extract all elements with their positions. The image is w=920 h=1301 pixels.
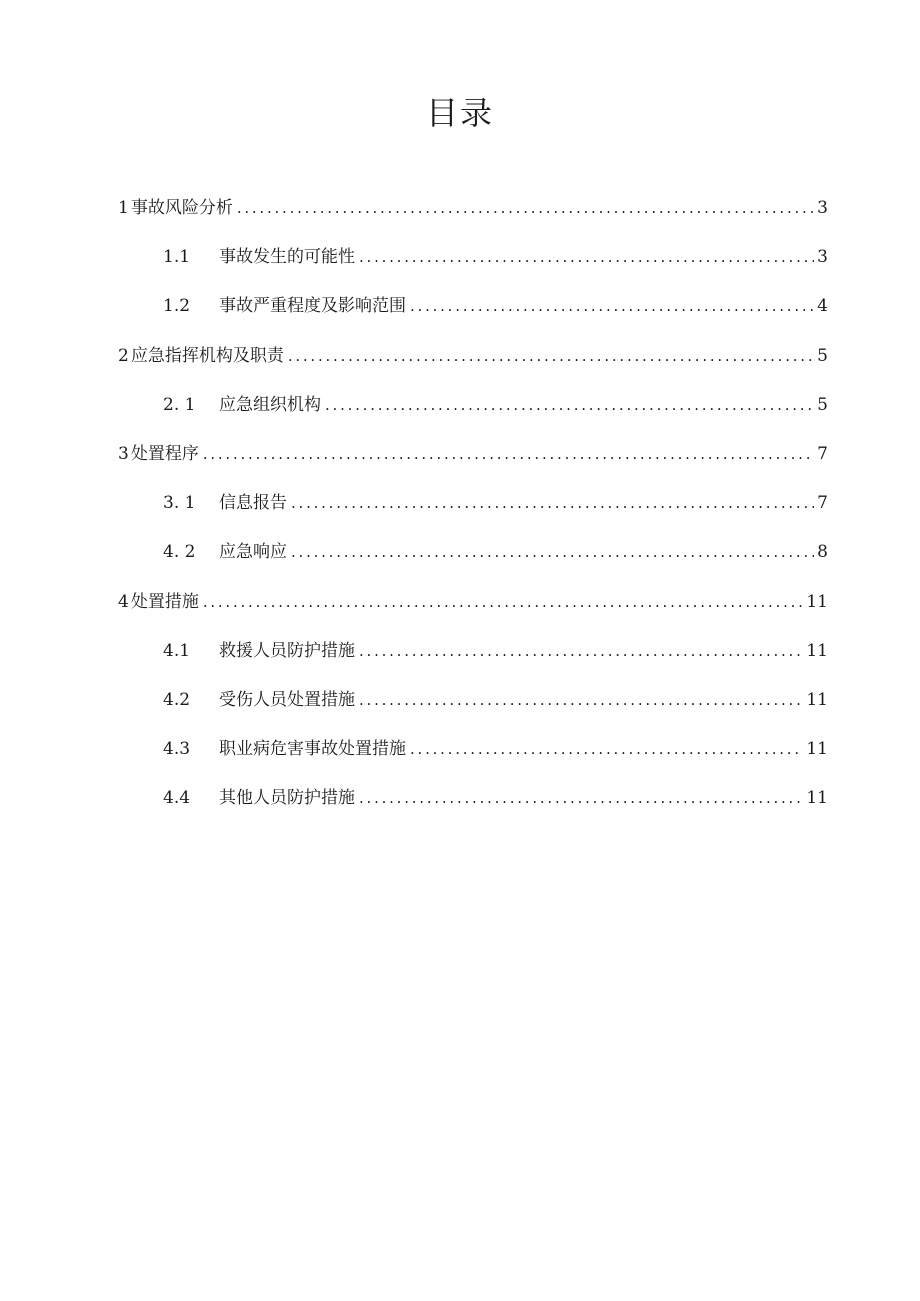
dot-leader xyxy=(203,584,804,620)
toc-entry-number: 3. 1 xyxy=(163,493,196,514)
toc-entry-page: 7 xyxy=(817,443,828,464)
toc-entry-number: 1 xyxy=(118,198,129,218)
toc-entry-number: 2. 1 xyxy=(163,394,196,415)
dot-leader xyxy=(359,780,803,816)
toc-entry-page: 8 xyxy=(817,542,828,563)
toc-entry-page: 11 xyxy=(806,591,828,612)
toc-entry[interactable] xyxy=(118,633,828,682)
toc-entry-page: 11 xyxy=(806,689,828,710)
dot-leader xyxy=(359,239,814,275)
toc-entry-number: 4 xyxy=(118,591,129,612)
toc-entry-title: 受伤人员处置措施 xyxy=(219,689,355,710)
toc-entry[interactable] xyxy=(118,731,828,780)
toc-entry-number: 4.4 xyxy=(163,788,191,809)
toc-entry-number: 4.2 xyxy=(163,689,191,710)
toc-entry-title: 其他人员防护措施 xyxy=(219,788,355,809)
dot-leader xyxy=(410,288,814,324)
toc-entry-number: 4.1 xyxy=(163,640,191,661)
toc-entry[interactable] xyxy=(118,288,828,337)
toc-entry[interactable] xyxy=(118,387,828,436)
toc-entry-title: 事故严重程度及影响范围 xyxy=(219,296,406,317)
toc-entry-number: 4. 2 xyxy=(163,542,196,563)
toc-entry-page: 5 xyxy=(817,345,828,366)
toc-entry-title: 处置措施 xyxy=(130,591,199,612)
toc-entry-title: 应急组织机构 xyxy=(219,394,321,415)
toc-entry-title: 应急响应 xyxy=(219,542,287,563)
toc-entry-title: 职业病危害事故处置措施 xyxy=(219,739,406,760)
dot-leader xyxy=(237,190,814,226)
toc-entry-title: 事故风险分析 xyxy=(130,198,233,218)
toc-entry-title: 处置程序 xyxy=(130,443,199,464)
toc-entry[interactable] xyxy=(118,584,828,633)
toc-entry[interactable] xyxy=(118,190,828,239)
dot-leader xyxy=(359,633,803,669)
toc-entry[interactable] xyxy=(118,239,828,288)
toc-entry-title: 信息报告 xyxy=(219,493,287,514)
toc-entry-page: 7 xyxy=(817,493,828,514)
dot-leader xyxy=(288,338,814,374)
toc-entry-number: 4.3 xyxy=(163,739,191,760)
toc-entry[interactable] xyxy=(118,534,828,583)
toc-entry-page: 3 xyxy=(817,198,828,218)
toc-entry-number: 2 xyxy=(118,345,129,366)
dot-leader xyxy=(359,682,803,718)
toc-entry-page: 5 xyxy=(817,394,828,415)
toc-entry[interactable] xyxy=(118,485,828,534)
toc-entry-page: 11 xyxy=(806,739,828,760)
toc-entry-page: 3 xyxy=(817,247,828,268)
toc-entry-number: 1.1 xyxy=(163,247,191,268)
toc-entry-page: 4 xyxy=(817,296,828,317)
toc-entry-title: 应急指挥机构及职责 xyxy=(130,345,284,366)
toc-entry[interactable] xyxy=(118,436,828,485)
toc-entry-title: 事故发生的可能性 xyxy=(219,247,355,268)
toc-entry[interactable] xyxy=(118,682,828,731)
table-of-contents xyxy=(118,190,828,829)
toc-entry-page: 11 xyxy=(806,788,828,809)
toc-entry[interactable] xyxy=(118,338,828,387)
toc-entry-page: 11 xyxy=(806,640,828,661)
page-title: 目录 xyxy=(425,94,494,132)
dot-leader xyxy=(203,436,814,472)
toc-entry[interactable] xyxy=(118,780,828,829)
toc-entry-number: 3 xyxy=(118,443,129,464)
dot-leader xyxy=(410,731,803,767)
toc-entry-title: 救援人员防护措施 xyxy=(219,640,355,661)
dot-leader xyxy=(291,534,814,570)
toc-entry-number: 1.2 xyxy=(163,296,191,317)
dot-leader xyxy=(291,485,814,521)
dot-leader xyxy=(325,387,814,423)
